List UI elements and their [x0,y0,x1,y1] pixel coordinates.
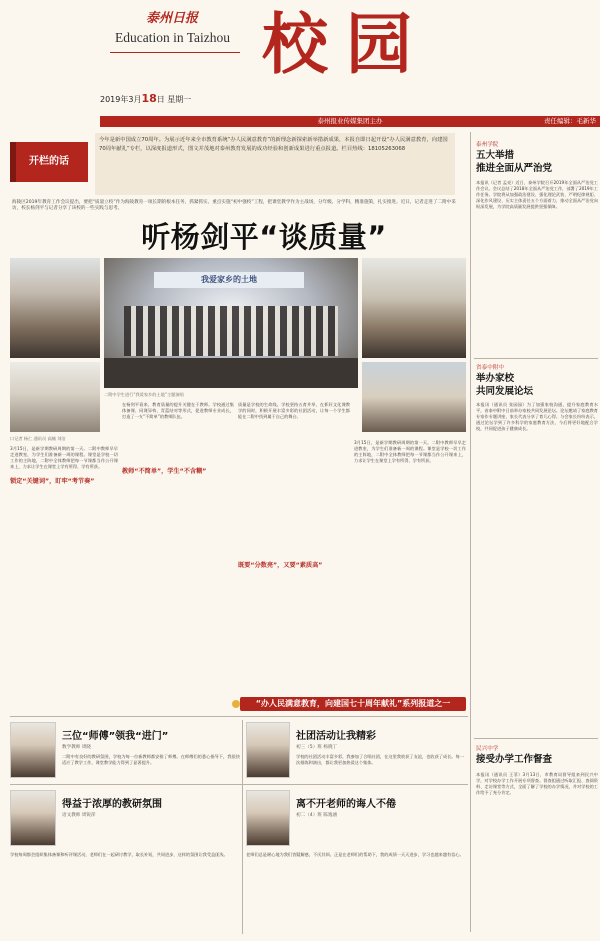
choir-photo [104,258,358,388]
news-3-body: 本报讯（通讯员 王菲）3月13日，市教育局督导组来到民兴中学，对学校办学工作开展专项督查。督查组通过听取汇报、查阅资料、走访课堂等方式，全面了解了学校的办学情况，并对学校的工作给予了充分肯定。 [476,772,598,795]
feature-4-byline: 初二（4）班 陈逸涵 [296,813,338,818]
portrait-math-teacher [10,722,56,778]
feature-4-title: 离不开老师的诲人不倦 [296,799,396,810]
news-2-title-line2: 共同发展论坛 [476,386,534,397]
series-banner: “办人民满意教育，向建国七十周年献礼”系列报道之一 [240,697,466,711]
portrait-student-chen [246,790,290,846]
issue-date: 2019年3月18日 星期一 [100,92,192,105]
host-bar [100,116,600,127]
right-divider-2 [474,738,598,739]
section-title: 校园 [262,5,430,83]
series-banner-dot [232,700,240,708]
masthead-rule [110,52,240,53]
news-1-title-line1: 五大举措 [476,150,515,161]
news-3-title: 接受办学工作督查 [476,754,553,765]
feature-2-body: 学校的社团活动丰富多彩，我参加了合唱社团，在这里我收获了友谊，也收获了成长。每一次排练和演出，都让我更加热爱这个集体。 [296,754,464,765]
newspaper-logo: 泰州日报 [146,11,199,26]
news-1-title-line2: 推进全面从严治党 [476,163,553,174]
photo-caption: 二附中学生进行“我爱家乡的土地”主题演唱 [104,392,184,397]
subhead-keyword: 锁定“关键词”，盯牢“考节奏” [10,476,97,485]
news-2-source: 省泰中附中 [476,365,504,371]
article-lead: 海陵区2019年教育工作会议提出，要把“质量立校”作为海陵教育一项长期的根本任务，抓紧抓实、重点实施“初中强校”工程，把课堂教学作为主战场，分年级、分学科，精准施策，扎实推进。近日，记者走进了二附中采访，校长杨剑平与记者分享了该校的一些实践与思考。 [12,200,456,211]
section-english-name: Education in Taizhou [115,30,231,45]
host-label: 泰州报业传媒集团主办 [317,117,383,125]
feature-divider [10,784,468,785]
article-body-col1: 3月15日，是新学期教研周期的第一天。二附中教师早早走进教室，为学生们准备新一周的课程。课堂是学校一切工作的主阵地，二附中全体教师把每一节课都当作公开课来上，力求让学生在课堂上学有所得、学有所获。 [10,446,118,469]
news-1-body: 本报讯（记者 孟亮）近日，泰州学院召开2019年全面从严治党工作会议。会议总结了2018年全面从严治党工作，部署了2019年工作任务。学院将从加强政治建设、强化理论武装、严明纪律规矩、深化作风建设、压实主体责任五个方面着力，推动全面从严治党向纵深发展，为学院高质量发展提供坚强保障。 [476,180,598,209]
feature-3-title: 得益于浓厚的教研氛围 [62,799,162,810]
feature-2-title: 社团活动让我精彩 [296,731,376,742]
news-2-body: 本报讯（通讯员 张园园）为了加强家校沟通，提升家庭教育水平，省泰中附中日前举办家校共同发展论坛。论坛邀请了家庭教育专家作专题讲座，家长代表分享了育儿心得。与会家长纷纷表示，通过论坛学到了许多科学的家庭教育方法，今后将更好地配合学校，共同促进孩子健康成长。 [476,402,598,431]
feature-column-divider [242,720,243,934]
article-body-col3: 质量是学校的生命线。学校坚持五育并举，在抓好文化课教学的同时，积极开展丰富多彩的社团活动，让每一个学生都能在二附中找到属于自己的舞台。 [238,402,350,419]
subhead-score-quality: 既要“分数亮”，又要“素质高” [238,560,325,569]
studio-photo [10,362,100,432]
feature-4-body: 老师们总是耐心地为我们答疑解惑，不厌其烦。正是在老师们的帮助下，我的成绩一天天进步，学习也越来越有信心。 [246,852,464,857]
right-divider-1 [474,358,598,359]
choir-stage-banner: 我爱家乡的土地 [154,272,304,288]
lab-photo [362,258,466,358]
column-intro-text: 今年是新中国成立70周年。为展示近年来全市教育系统“办人民满意教育”的新理念新探索新举措新成果，本报自即日起开设“办人民满意教育，向建国70周年献礼”专栏，以深度报道形式，图文并茂地对泰州教育发展的成功经验和创新成果进行重点报道。栏目热线：18105263068 [95,133,455,195]
article-body-col4: 3月15日，是新学期教研周期的第一天。二附中教师早早走进教室，为学生们准备新一周的课程。课堂是学校一切工作的主阵地，二附中全体教师把每一节课都当作公开课来上，力求让学生在课堂上学有所得、学有所获。 [354,440,466,463]
classroom-photo [10,258,100,358]
choir-singers [124,306,338,356]
choir-stage-floor [104,358,358,388]
article-body-col2: 在杨剑平看来，教育质量的提升关键在于教师。学校通过集体备课、同课异构、青蓝结对等形式，促进教师专业成长，打造了一支“不简单”的教师队伍。 [122,402,234,419]
portrait-chinese-teacher [10,790,56,846]
news-2-title-line1: 举办家校 [476,373,515,384]
feature-1-byline: 数学教师 周晓 [62,745,92,750]
column-intro-label: 开栏的话 [10,142,88,182]
portrait-student-yang [246,722,290,778]
feature-2-byline: 初三（5）班 杨晓丁 [296,745,338,750]
feature-3-body: 学校每周都会组织集体备课和听评课活动，老师们在一起研讨教学，取长补短，共同进步，这样的氛围让我受益匪浅。 [10,852,228,857]
feature-3-byline: 语文教师 周锐萍 [62,813,96,818]
subhead-teacher-student: 教师“不简单”，学生“不含糊” [122,466,209,475]
feature-1-body: 二附中有良好的教研氛围，学校为每一位新教师都安排了师傅。在师傅们的悉心指导下，我很快适应了教学工作，课堂教学能力得到了显著提升。 [62,754,240,765]
news-3-source: 民兴中学 [476,746,499,752]
main-bottom-rule [10,716,468,717]
feature-1-title: 三位“师傅”领我“进门” [62,731,169,742]
article-headline: 听杨剑平“谈质量” [141,220,387,254]
sports-photo [362,362,466,432]
news-1-source: 泰州学院 [476,142,499,148]
right-column-divider [470,132,471,932]
editor-label: 责任编辑：毛新华 [544,117,596,125]
article-byline: 口记者 杨仁 通讯员 高楠 刘洁 [10,436,66,441]
